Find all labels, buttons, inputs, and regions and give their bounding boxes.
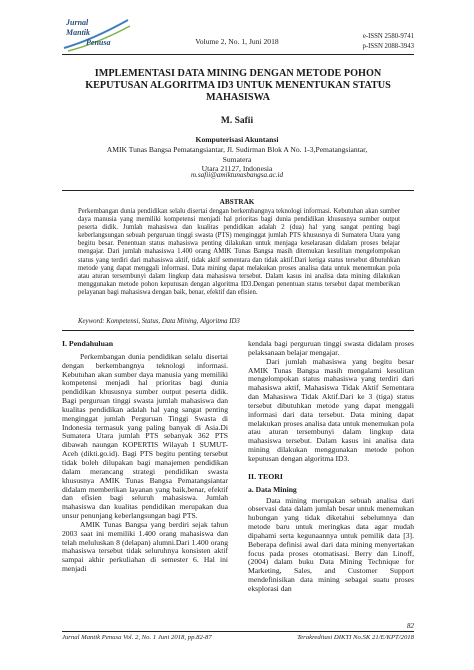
footer-citation: Jurnal Mantik Penusa Vol. 2, No. 1 Juni 2018, pp.82-87 xyxy=(62,634,212,641)
title-line1: IMPLEMENTASI DATA MINING DENGAN METODE POHON xyxy=(94,68,382,79)
footer-divider xyxy=(62,631,414,632)
abstract-top-divider xyxy=(62,190,414,191)
author-name: M. Safii xyxy=(220,116,254,126)
logo-text-line1: Jurnal xyxy=(66,18,89,27)
affiliation-line1: AMIK Tunas Bangsa Pematangsiantar, Jl. Sudirman Blok A No. 1-3,Pematangsiantar, Sumatera xyxy=(106,145,368,164)
paper-title xyxy=(62,68,414,104)
affiliation-heading: Komputerisasi Akuntansi xyxy=(195,135,279,144)
eissn: e-ISSN 2580-9741 xyxy=(362,33,414,40)
abstract-heading: ABSTRAK xyxy=(219,198,255,206)
left-column xyxy=(62,340,228,574)
affiliation-line2: Utara 21127, Indonesia xyxy=(201,164,273,173)
paragraph: Data mining merupakan sebuah analisa dari observasi data dalam jumlah besar untuk menemukan hubungan yang tidak diketahui sebelumnya dan metode baru untuk meringkas data agar mudah dipahami serta kegunaannya untuk pemilik data [3]. Beberapa definisi awal dari data mining menyertakan focus pada proses otomatisasi. Berry dan Linoff, (2004) dalam buku Data Mining Technique for Marketing, Sales, and Customer Support mendefinisikan data mining sebagai suatu proses eksplorasi dan xyxy=(248,495,414,593)
keywords: Keyword: Kompetensi, Status, Data Mining, Algoritma ID3 xyxy=(78,318,240,325)
page-number: 82 xyxy=(406,622,414,630)
footer-accreditation: Terakreditasi DIKTI No.SK 21/E/KPT/2018 xyxy=(297,634,414,641)
logo-text-line2: Mantik xyxy=(66,28,91,37)
right-column xyxy=(248,340,414,594)
paragraph: Perkembangan dunia pendidikan selalu disertai dengan berkembangnya teknologi informasi. Kebutuhan akan sumber daya manusia yang memiliki kompetensi menjadi hal prioritas bagi dunia pendidikan khususnya sumber output peserta didik. Bagi perguruan tinggi swasta jumlah mahasiswa dan kualitas pendidikan adalah hal yang sangat penting menginggat jumlah Perguruan Tinggi Swasta di Indonesia termasuk yang paling banyak di Asia.Di Sumatera Utara jumlah PTS sebanyak 362 PTS dibawah naungan KOPERTIS Wilayah I SUMUT-Aceh (dikti.go.id). Bagi PTS begitu penting tersebut tidak boleh dilupakan bagi manajemen pendidikan dalam merancang strategi pendidikan swasta khususnya AMIK Tunas Bangsa Pematangsiantar didalam memberikan layanan yang baik,benar, efektif dan efisien bagi seluruh mahasiswa. Jumlah mahasiswa dan kualitas pendidikan merupakan dua unsur penunjang keberlangsungan bagi PTS. xyxy=(62,351,228,521)
subsection-heading-data-mining: a. Data Mining xyxy=(248,484,297,494)
volume-info: Volume 2, No. 1, Juni 2018 xyxy=(195,37,279,46)
paragraph: Dari jumlah mahasiswa yang begitu besar AMIK Tunas Bangsa masih mengalami kesulitan mengelompokan status mahasiswa yang terdiri dari mahasiswa aktif, Mahasiswa Tidak Aktif Sementara dan Mahasiswa Tidak Aktif.Dari ke 3 (tiga) status tersebut dibutuhkan metode yang dapat menggali informasi dari data tersebut. Data mining dapat melakukan proses analisa data untuk menemukan pola atau aturan tersembunyi dalam lingkup data mahasiswa tersebut. Dalam kasus ini analisa data mining dilakukan menggunakan metode pohon keputusan dengan algoritma ID3. xyxy=(248,356,414,463)
paragraph: AMIK Tunas Bangsa yang berdiri sejak tahun 2003 saat ini memiliki 1.400 orang mahasiswa dan telah meluluskan 8 (delapan) alumni.Dari 1.400 orang mahasiswa tersebut tidak seluruhnya konsisten aktif sampai akhir perkuliahan di semester 6. Hal ini menjadi xyxy=(62,519,228,574)
title-line2: KEPUTUSAN ALGORITMA ID3 UNTUK MENENTUKAN STATUS xyxy=(85,80,391,91)
title-line3: MAHASISWA xyxy=(206,92,270,103)
affiliation-address xyxy=(100,145,374,174)
section-heading-theory: II. TEORI xyxy=(248,471,283,481)
pissn: p-ISSN 2088-3943 xyxy=(362,43,414,50)
header-divider xyxy=(62,54,414,55)
abstract-text: Perkembangan dunia pendidikan selalu disertai dengan berkembangnya teknologi informasi. Kebutuhan akan sumber daya manusia yang memiliki kompetensi menjadi hal prioritas bagi dunia pendidikan khususnya sumber output peserta didik. Jumlah mahasiswa dan kualitas pendidikan adalah 2 (dua) hal yang sangat penting bagi keberlangsungan sebuah perguruan tinggi swasta (PTS) menginggat jumlah PTS khususnya di Sumatera Utara yang begitu besar. Penentuan status mahasiswa penting dilakukan untuk menjaga keselarasan didalam proses belajar mengajar. Dari jumlah mahasiswa 1.400 orang AMIK Tunas Bangsa masih ditemukan kesulitan mengelompokan status yang terdiri dari mahasiswa aktif, tidak aktif sementara dan tidak aktif.Dari ketiga status tersebut dibutuhkan metode yang dapat menggali informasi. Data mining dapat melakukan proses analisa data untuk menemukan pola atau aturan tersembunyi dalam lingkup data mahasiswa tersebut. Dalam kasus ini analisa data mining dilakukan menggunakan metode pohon keputusan dengan algoritma ID3.Dengan penentuan status tersebut dapat memberikan pelayanan bagi mahasiswa dengan baik, benar, efektif dan efisien. xyxy=(78,208,400,296)
abstract-bottom-divider xyxy=(62,330,414,331)
author-email[interactable]: m.safii@amiktunasbangsa.ac.id xyxy=(190,171,284,179)
journal-logo xyxy=(62,12,132,52)
paragraph: kendala bagi perguruan tinggi swasta didalam proses pelaksanaan belajar mengajar. xyxy=(248,339,414,357)
logo-text-line3: Penusa xyxy=(86,38,111,47)
section-heading-intro: I. Pendahuluan xyxy=(62,339,114,348)
